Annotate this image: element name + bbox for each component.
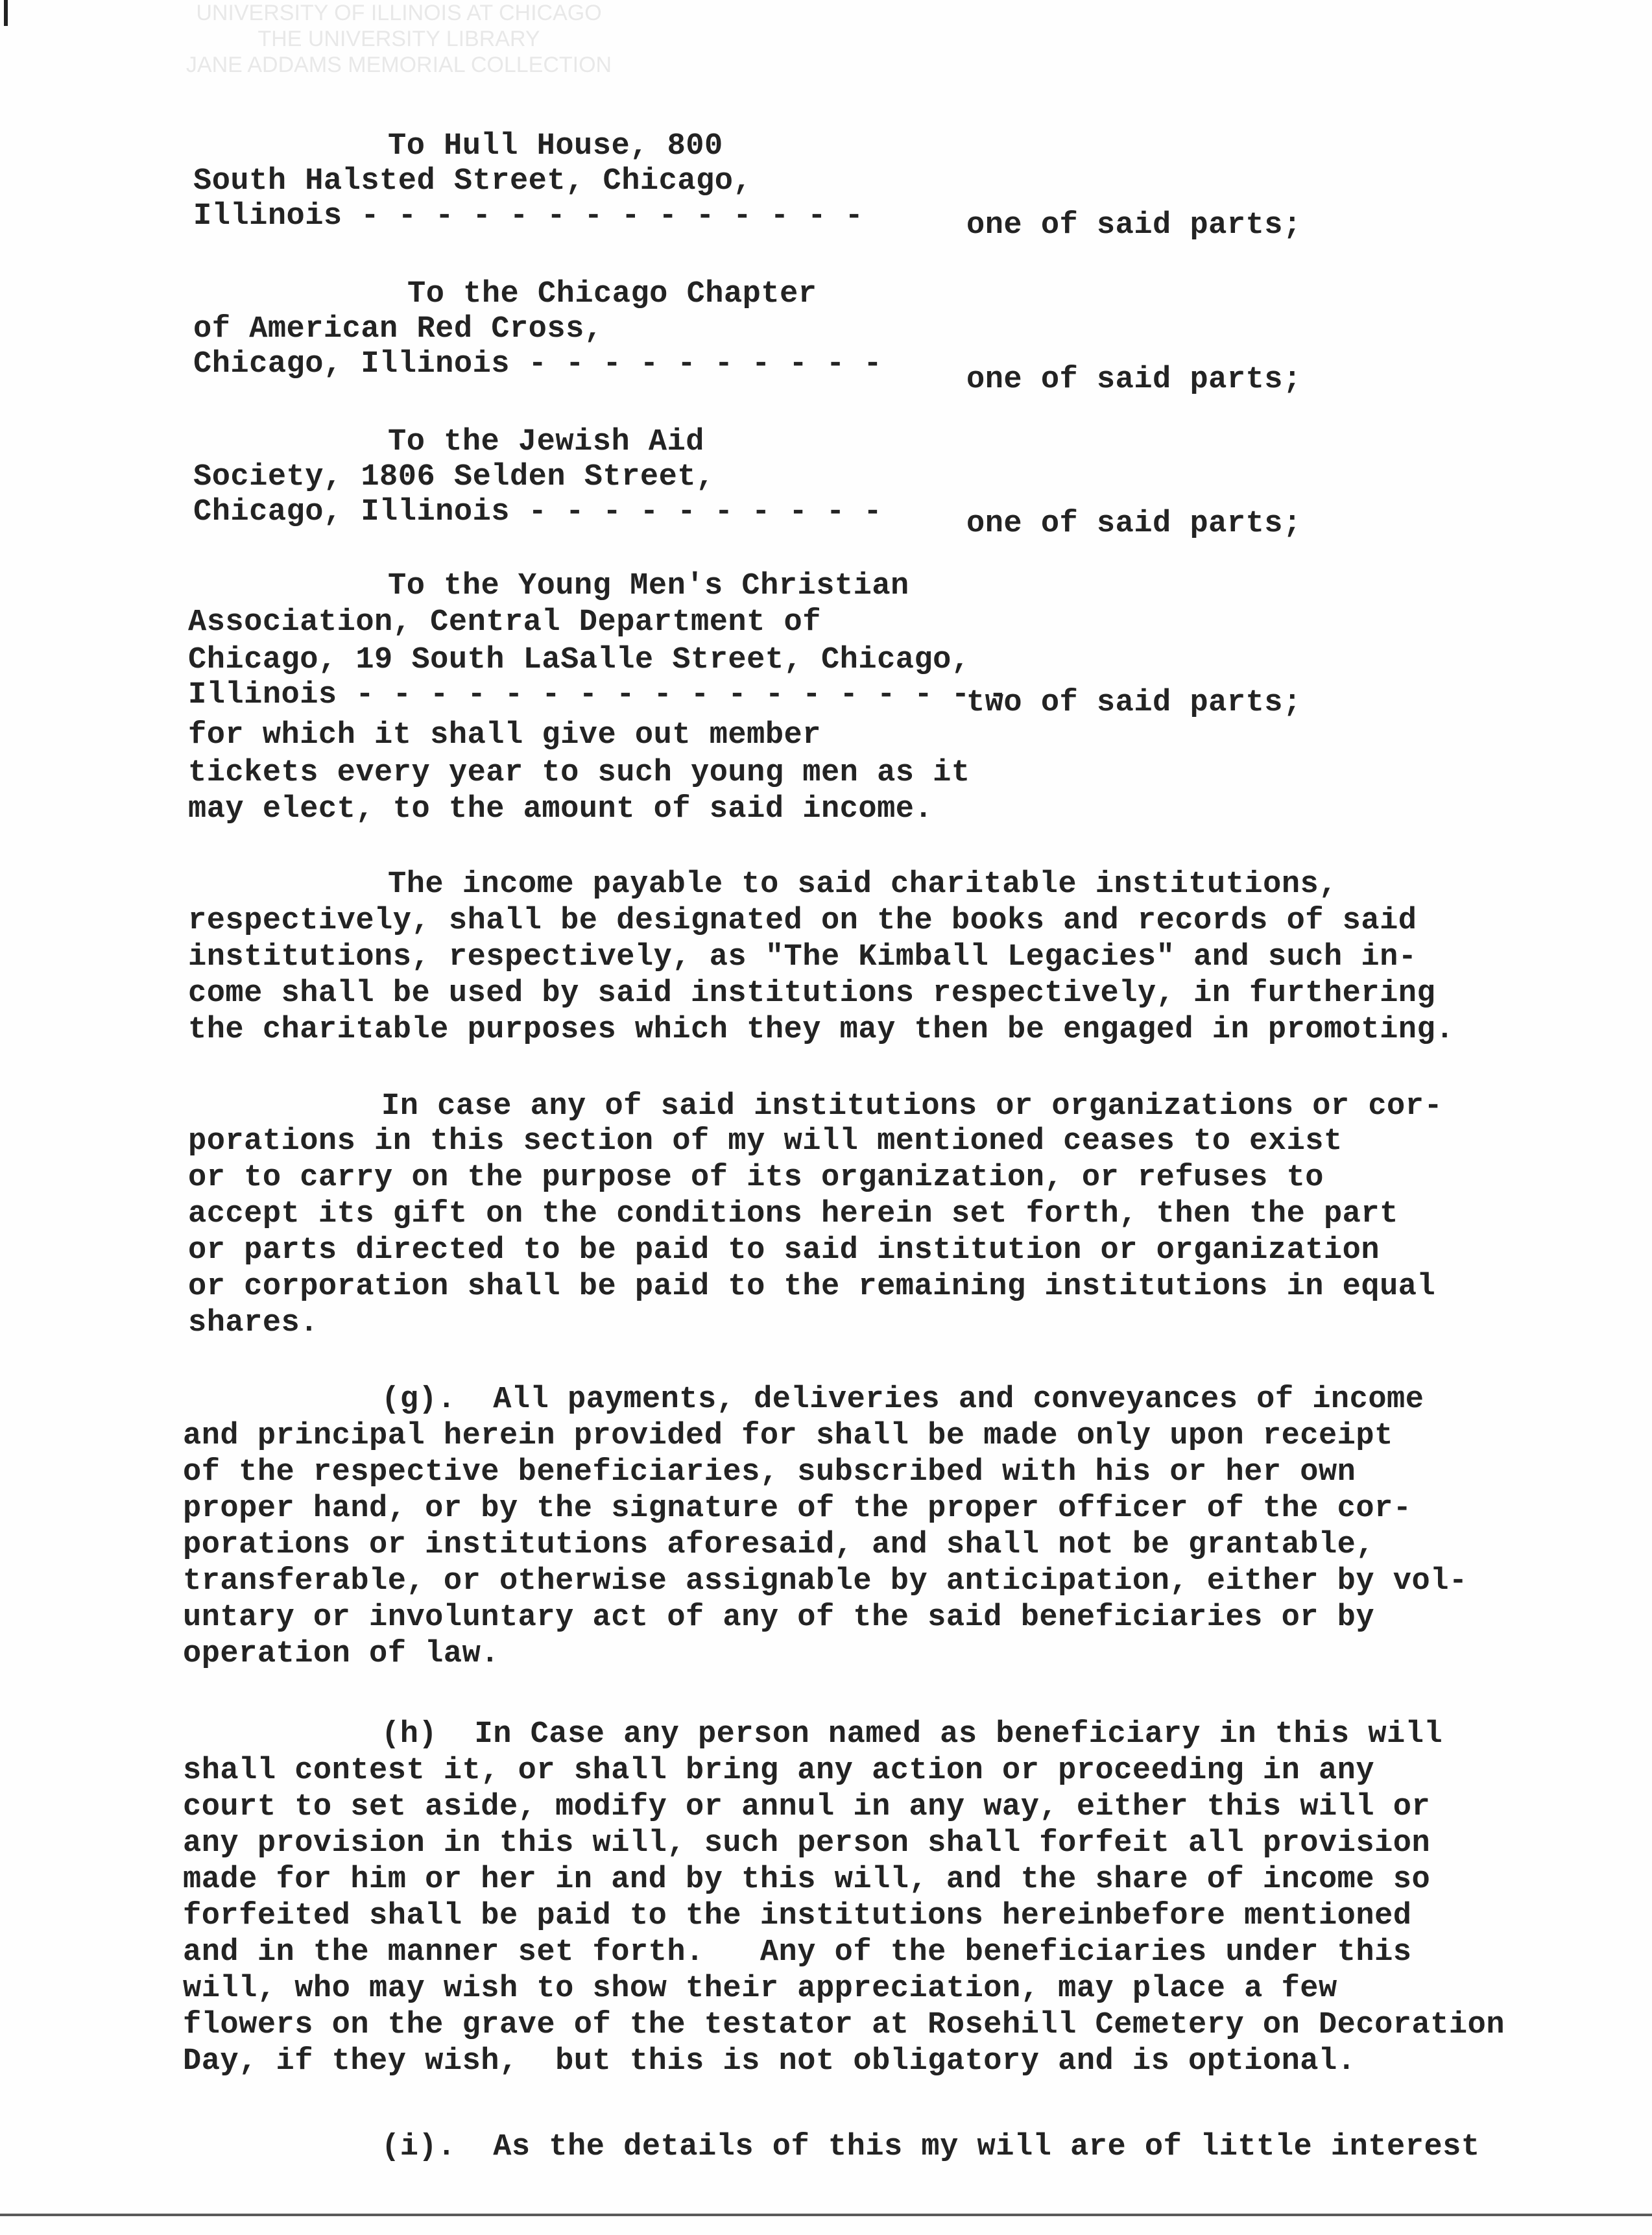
paragraph-line: shall contest it, or shall bring any action or proceeding in any (183, 1754, 1375, 1788)
bequest-line: Society, 1806 Selden Street, (193, 460, 715, 494)
paragraph-line: respectively, shall be designated on the books and records of said (188, 904, 1417, 938)
paragraph-line: porations in this section of my will mentioned ceases to exist (188, 1124, 1343, 1159)
paragraph-line: or parts directed to be paid to said institution or organization (188, 1233, 1380, 1268)
paragraph-line: Day, if they wish, but this is not obligatory and is optional. (183, 2044, 1356, 2079)
paragraph-line: any provision in this will, such person shall forfeit all provision (183, 1826, 1431, 1861)
paragraph-line: court to set aside, modify or annul in any way, either this will or (183, 1790, 1431, 1824)
stamp-line: THE UNIVERSITY LIBRARY (257, 27, 540, 51)
bequest-line: Association, Central Department of (188, 605, 821, 640)
paragraph-line: flowers on the grave of the testator at Rosehill Cemetery on Decoration (183, 2008, 1505, 2042)
paragraph-line: accept its gift on the conditions herein set forth, then the part (188, 1197, 1398, 1231)
paragraph-line: or to carry on the purpose of its organization, or refuses to (188, 1161, 1324, 1195)
paragraph-line: and in the manner set forth. Any of the beneficiaries under this (183, 1935, 1412, 1970)
paragraph-line: shares. (188, 1306, 318, 1340)
paragraph-line: of the respective beneficiaries, subscribed with his or her own (183, 1455, 1356, 1490)
paragraph-line: In case any of said institutions or organizations or cor- (381, 1089, 1443, 1124)
bequest-line: tickets every year to such young men as it (188, 756, 970, 790)
paragraph-line: (g). All payments, deliveries and conveyances of income (381, 1383, 1424, 1417)
paragraph-line: will, who may wish to show their appreciation, may place a few (183, 1972, 1337, 2006)
stamp-line: JANE ADDAMS MEMORIAL COLLECTION (186, 53, 612, 77)
bequest-line: To the Chicago Chapter (407, 277, 817, 311)
paragraph-line: and principal herein provided for shall be made only upon receipt (183, 1419, 1393, 1453)
bequest-line: South Halsted Street, Chicago, (193, 164, 752, 199)
paragraph-line: (h) In Case any person named as beneficiary in this will (381, 1717, 1443, 1752)
bequest-line: To Hull House, 800 (388, 129, 723, 163)
corner-mark (4, 0, 8, 26)
paragraph-line: made for him or her in and by this will, and the share of income so (183, 1863, 1431, 1897)
bequest-line: Chicago, 19 South LaSalle Street, Chicago, (188, 643, 970, 677)
stamp-line: UNIVERSITY OF ILLINOIS AT CHICAGO (196, 1, 602, 25)
library-stamp (107, 0, 691, 123)
paragraph-line: come shall be used by said institutions respectively, in furthering (188, 976, 1436, 1011)
bequest-line: Illinois - - - - - - - - - - - - - - (193, 199, 864, 234)
bequest-share: two of said parts; (966, 686, 1302, 720)
bequest-share: one of said parts; (966, 363, 1302, 397)
bequest-line: of American Red Cross, (193, 312, 603, 346)
bequest-line: Illinois - - - - - - - - - - - - - - - - - - (188, 678, 1008, 712)
bequest-share: one of said parts; (966, 507, 1302, 541)
bequest-share: one of said parts; (966, 208, 1302, 243)
paragraph-line: The income payable to said charitable institutions, (388, 867, 1337, 902)
paragraph-line: transferable, or otherwise assignable by anticipation, either by vol- (183, 1564, 1468, 1599)
paragraph-line: (i). As the details of this my will are of little interest (381, 2130, 1480, 2164)
paragraph-line: the charitable purposes which they may then be engaged in promoting. (188, 1013, 1454, 1047)
paragraph-line: operation of law. (183, 1637, 499, 1671)
paragraph-line: or corporation shall be paid to the remaining institutions in equal (188, 1270, 1436, 1304)
paragraph-line: proper hand, or by the signature of the proper officer of the cor- (183, 1492, 1412, 1526)
bequest-line: To the Jewish Aid (388, 425, 704, 459)
paragraph-line: institutions, respectively, as "The Kimball Legacies" and such in- (188, 940, 1417, 974)
paragraph-line: forfeited shall be paid to the institutions hereinbefore mentioned (183, 1899, 1412, 1933)
bequest-line: for which it shall give out member (188, 718, 821, 753)
paragraph-line: porations or institutions aforesaid, and shall not be grantable, (183, 1528, 1375, 1562)
scan-edge-line (0, 2214, 1652, 2216)
paragraph-line: untary or involuntary act of any of the said beneficiaries or by (183, 1601, 1375, 1635)
bequest-line: Chicago, Illinois - - - - - - - - - - (193, 495, 883, 529)
bequest-line: may elect, to the amount of said income. (188, 792, 933, 827)
bequest-line: To the Young Men's Christian (388, 569, 909, 603)
bequest-line: Chicago, Illinois - - - - - - - - - - (193, 347, 883, 381)
